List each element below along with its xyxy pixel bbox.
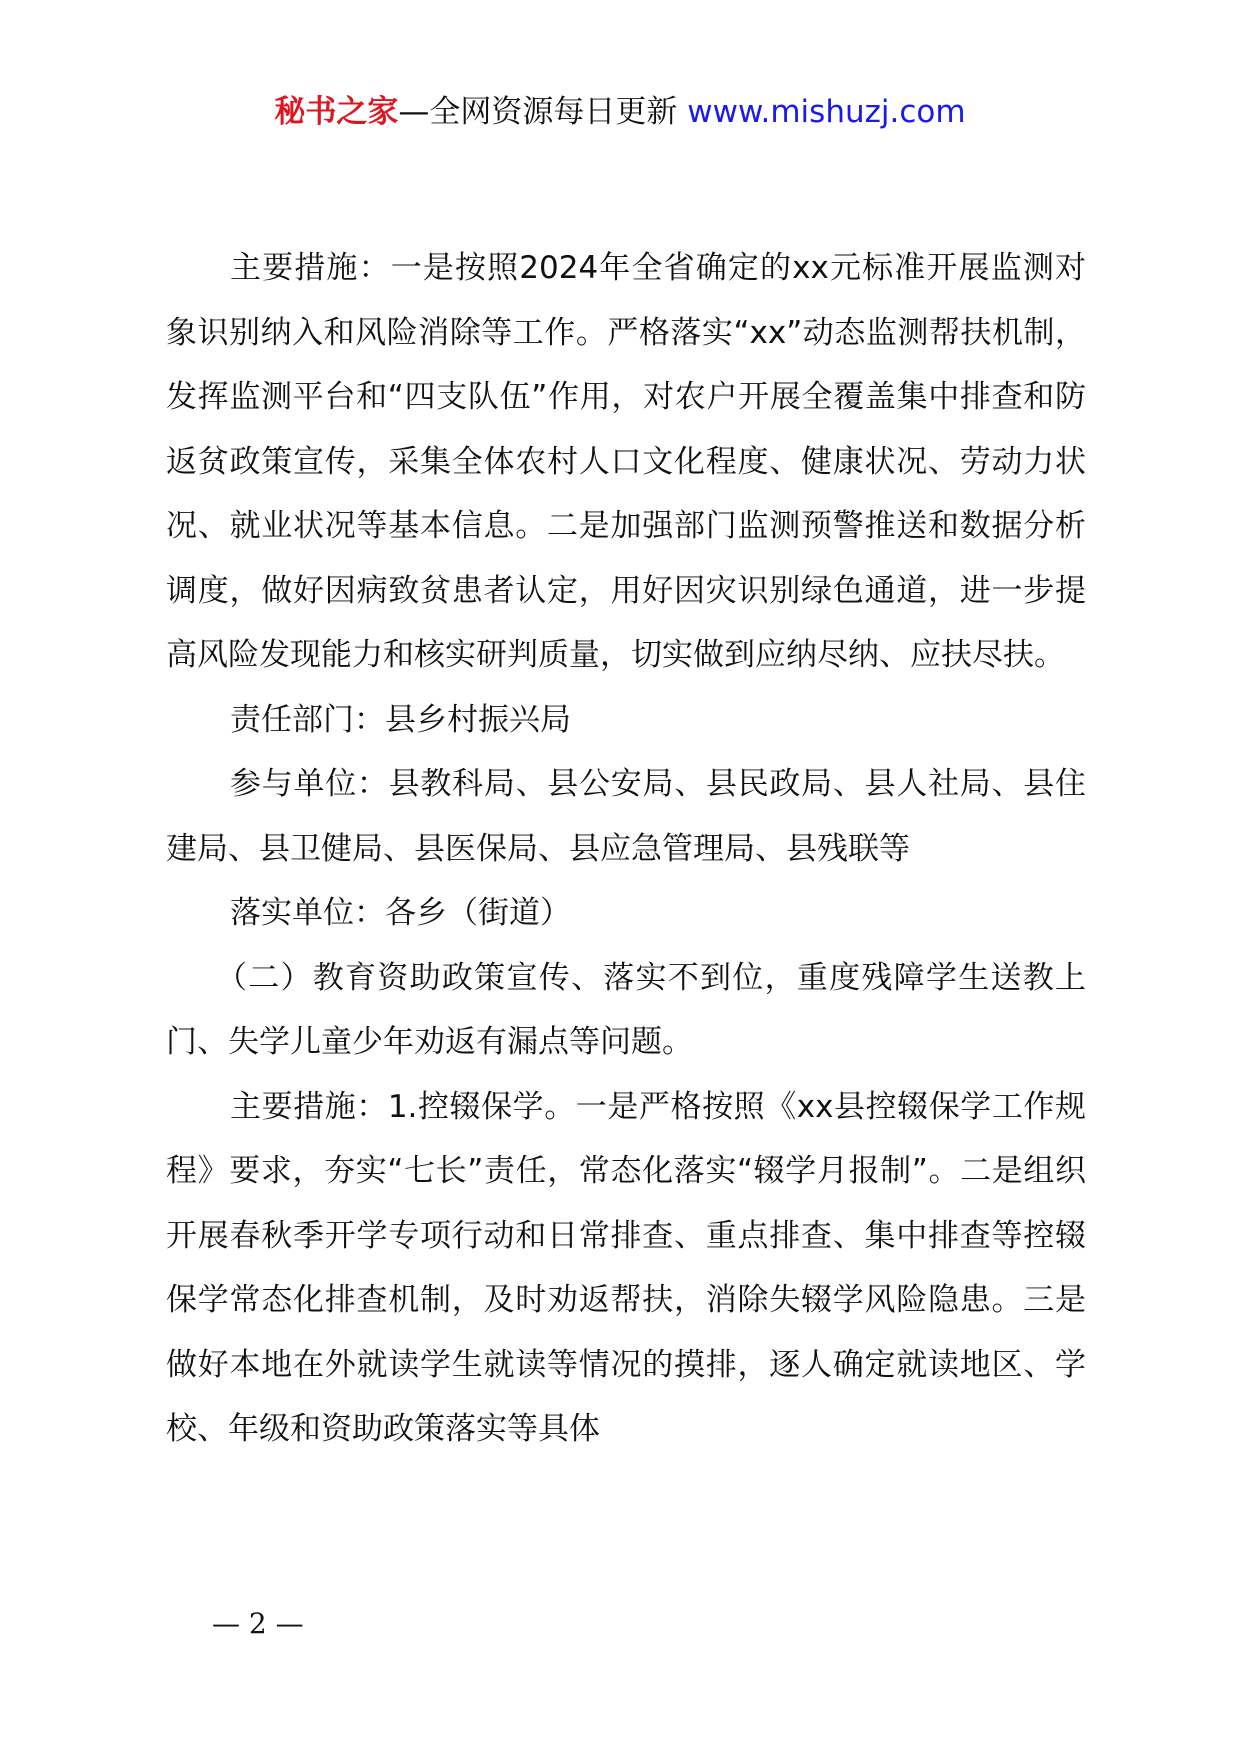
measures-paragraph-monitoring: 主要措施：一是按照2024年全省确定的xx元标准开展监测对象识别纳入和风险消除等工作。严格落实“xx”动态监测帮扶机制，发挥监测平台和“四支队伍”作用，对农户开展全覆盖集中排查和防返贫政策宣传，采集全体农村人口文化程度、健康状况、劳动力状况、就业状况等基本信息。二是加强部门监测预警推送和数据分析调度，做好因病致贫患者认定，用好因灾识别绿色通道，进一步提高风险发现能力和核实研判质量，切实做到应纳尽纳、应扶尽扶。 — [166, 250, 1086, 673]
participating-units: 参与单位：县教科局、县公安局、县民政局、县人社局、县住建局、县卫健局、县医保局、县应急管理局、县残联等 — [166, 766, 1086, 867]
measures-paragraph-education: 主要措施：1.控辍保学。一是严格按照《xx县控辍保学工作规程》要求，夯实“七长”责任，常态化落实“辍学月报制”。二是组织开展春秋季开学专项行动和日常排查、重点排查、集中排查等控辍保学常态化排查机制，及时劝返帮扶，消除失辍学风险隐患。三是做好本地在外就读学生就读等情况的摸排，逐人确定就读地区、学校、年级和资助政策落实等具体 — [166, 1088, 1086, 1447]
page-number: — 2 — — [212, 1607, 304, 1640]
implementing-units: 落实单位：各乡（街道） — [230, 895, 571, 931]
document-body — [166, 236, 1086, 1462]
site-tagline: —全网资源每日更新 — [398, 94, 688, 130]
site-header — [0, 92, 1240, 132]
site-brand: 秘书之家 — [274, 94, 399, 130]
site-url-link[interactable]: www.mishuzj.com — [687, 94, 966, 130]
section-heading-education: （二）教育资助政策宣传、落实不到位，重度残障学生送教上门、失学儿童少年劝返有漏点等问题。 — [166, 959, 1086, 1060]
responsible-department: 责任部门：县乡村振兴局 — [230, 701, 571, 738]
